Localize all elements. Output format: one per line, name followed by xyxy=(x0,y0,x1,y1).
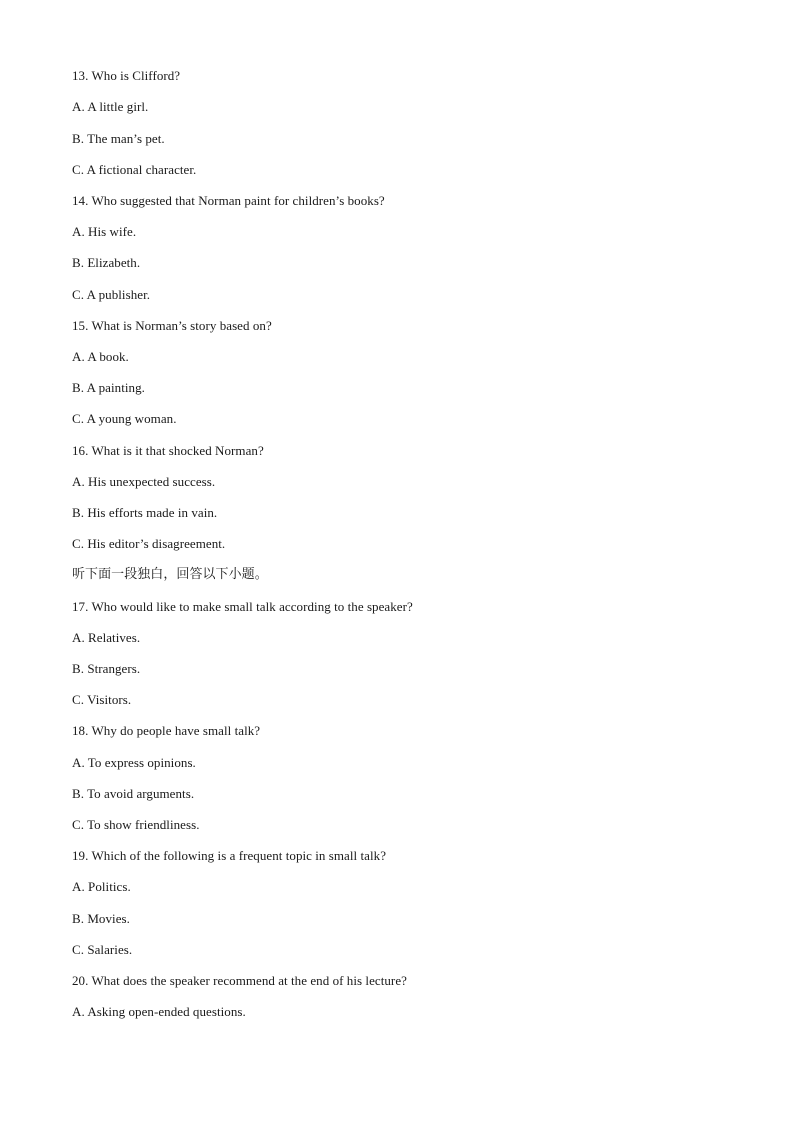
option-18-c: C. To show friendliness. xyxy=(72,817,200,832)
option-13-c: C. A fictional character. xyxy=(72,162,197,177)
option-15-c: C. A young woman. xyxy=(72,411,177,426)
option-19-c: C. Salaries. xyxy=(72,942,133,957)
option-16-a: A. His unexpected success. xyxy=(72,474,216,489)
option-19-a: A. Politics. xyxy=(72,879,131,894)
option-14-b: B. Elizabeth. xyxy=(72,255,141,270)
option-16-b: B. His efforts made in vain. xyxy=(72,505,218,520)
question-14: 14. Who suggested that Norman paint for children’s books? xyxy=(72,193,385,208)
option-13-a: A. A little girl. xyxy=(72,99,149,114)
option-15-a: A. A book. xyxy=(72,349,129,364)
option-18-a: A. To express opinions. xyxy=(72,755,196,770)
option-15-b: B. A painting. xyxy=(72,380,145,395)
option-13-b: B. The man’s pet. xyxy=(72,131,165,146)
option-19-b: B. Movies. xyxy=(72,911,130,926)
option-16-c: C. His editor’s disagreement. xyxy=(72,536,226,551)
option-17-b: B. Strangers. xyxy=(72,661,141,676)
question-18: 18. Why do people have small talk? xyxy=(72,723,261,738)
question-16: 16. What is it that shocked Norman? xyxy=(72,443,264,458)
question-13: 13. Who is Clifford? xyxy=(72,68,181,83)
option-17-c: C. Visitors. xyxy=(72,692,132,707)
option-18-b: B. To avoid arguments. xyxy=(72,786,195,801)
option-20-a: A. Asking open-ended questions. xyxy=(72,1004,246,1019)
question-15: 15. What is Norman’s story based on? xyxy=(72,318,272,333)
option-14-c: C. A publisher. xyxy=(72,287,151,302)
question-17: 17. Who would like to make small talk according to the speaker? xyxy=(72,599,413,614)
question-20: 20. What does the speaker recommend at the end of his lecture? xyxy=(72,973,407,988)
option-14-a: A. His wife. xyxy=(72,224,137,239)
question-19: 19. Which of the following is a frequent topic in small talk? xyxy=(72,848,387,863)
option-17-a: A. Relatives. xyxy=(72,630,141,645)
section-instruction: 听下面一段独白，回答以下小题。 xyxy=(72,567,268,582)
